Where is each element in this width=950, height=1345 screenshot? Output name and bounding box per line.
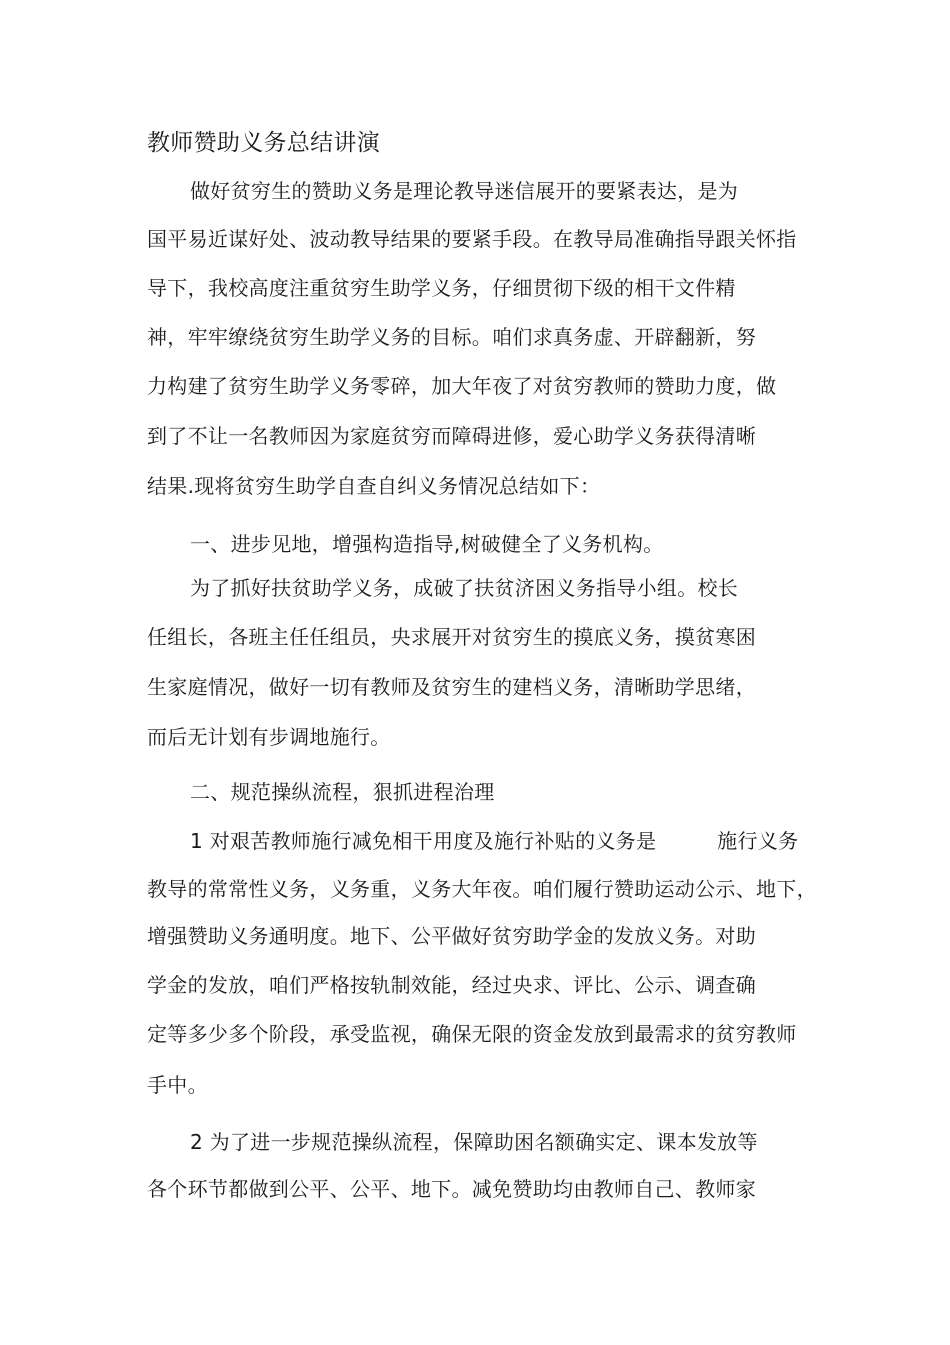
paragraph-line: 结果.现将贫穷生助学自查自纠义务情况总结如下： (147, 474, 601, 498)
paragraph-line: 力构建了贫穷生助学义务零碎，加大年夜了对贫穷教师的赞助力度，做 (147, 374, 777, 398)
paragraph-line: 2 为了进一步规范操纵流程，保障助困名额确实定、课本发放等 (190, 1130, 758, 1154)
paragraph-line: 生家庭情况，做好一切有教师及贫穷生的建档义务，清晰助学思绪， (147, 675, 756, 699)
paragraph-line: 国平易近谋好处、波动教导结果的要紧手段。在教导局准确指导跟关怀指 (147, 227, 797, 251)
section-heading: 二、规范操纵流程，狠抓进程治理 (190, 780, 495, 804)
document-title: 教师赞助义务总结讲演 (147, 130, 380, 156)
paragraph-line: 各个环节都做到公平、公平、地下。减免赞助均由教师自己、教师家 (147, 1177, 756, 1201)
paragraph-line: 导下，我校高度注重贫穷生助学义务，仔细贯彻下级的相干文件精 (147, 276, 736, 300)
paragraph-line: 手中。 (147, 1073, 208, 1097)
paragraph-line: 学金的发放，咱们严格按轨制效能，经过央求、评比、公示、调查确 (147, 973, 756, 997)
paragraph-line: 教导的常常性义务，义务重，义务大年夜。咱们履行赞助运动公示、地下， (147, 877, 817, 901)
paragraph-line: 而后无计划有步调地施行。 (147, 725, 391, 749)
paragraph-line: 定等多少多个阶段，承受监视，确保无限的资金发放到最需求的贫穷教师 (147, 1022, 797, 1046)
paragraph-line: 到了不让一名教师因为家庭贫穷而障碍进修，爱心助学义务获得清晰 (147, 424, 756, 448)
paragraph-line: 1 对艰苦教师施行减免相干用度及施行补贴的义务是 施行义务 (190, 829, 799, 853)
section-heading: 一、进步见地，增强构造指导,树破健全了义务机构。 (190, 532, 664, 556)
paragraph-line: 增强赞助义务通明度。地下、公平做好贫穷助学金的发放义务。对助 (147, 924, 756, 948)
paragraph-line: 做好贫穷生的赞助义务是理论教导迷信展开的要紧表达，是为 (190, 179, 739, 203)
paragraph-line: 神，牢牢缭绕贫穷生助学义务的目标。咱们求真务虚、开辟翻新，努 (147, 325, 756, 349)
paragraph-line: 任组长，各班主任任组员，央求展开对贫穷生的摸底义务，摸贫寒困 (147, 625, 756, 649)
paragraph-line: 为了抓好扶贫助学义务，成破了扶贫济困义务指导小组。校长 (190, 576, 739, 600)
